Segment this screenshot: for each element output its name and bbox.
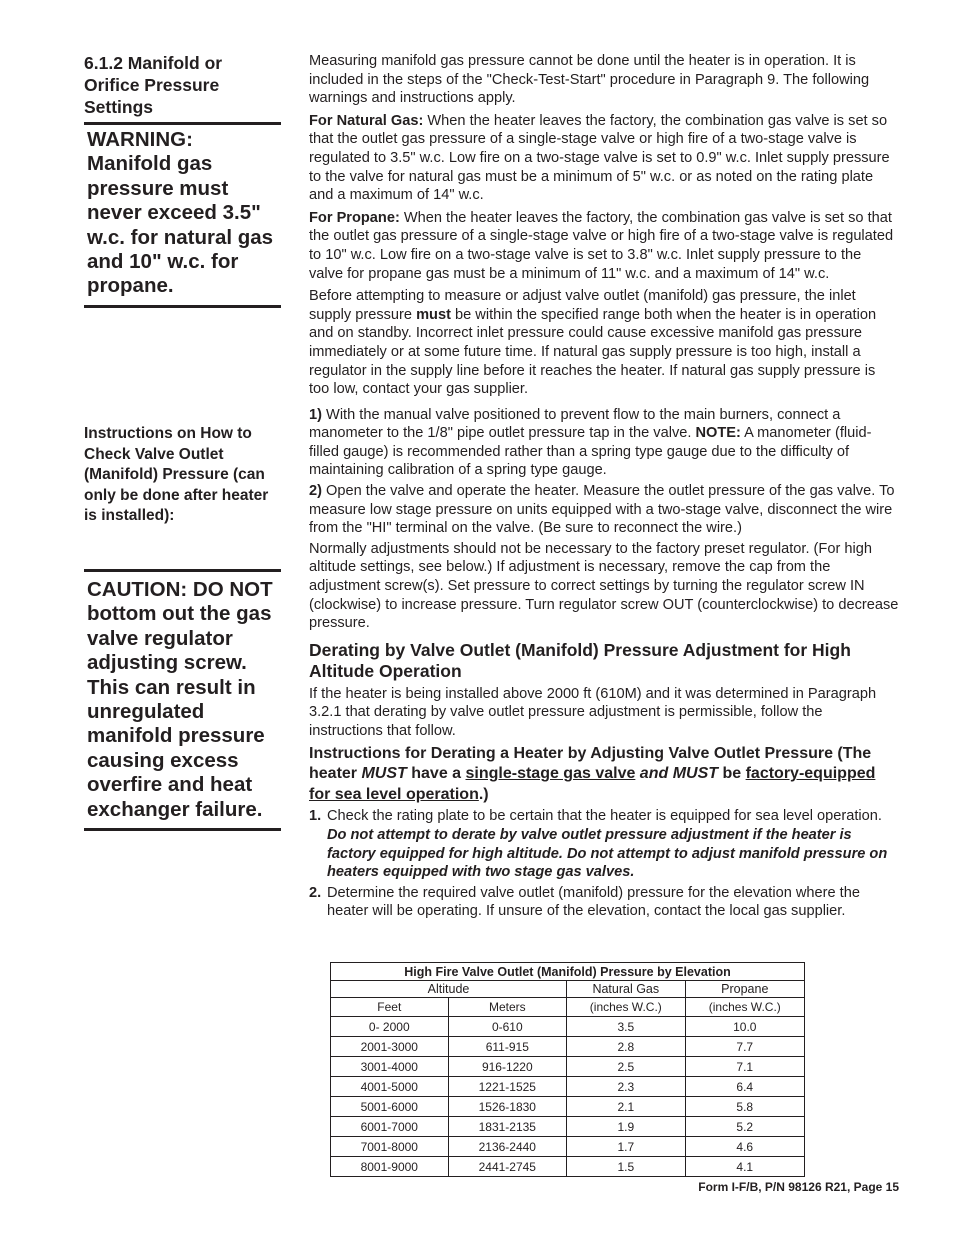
table-cell: 1526-1830 [448, 1097, 567, 1117]
step-1-text-b: A manometer (fluid-filled gauge) is recommended rather than a spring type gauge due to the difficulty of maintaining calibration of a spring type gauge. [309, 425, 872, 479]
divider [84, 305, 281, 308]
table-cell: 3.5 [567, 1017, 686, 1037]
meters-header: Meters [448, 998, 567, 1017]
table-cell: 1.5 [567, 1157, 686, 1177]
table-cell: 2.5 [567, 1057, 686, 1077]
table-row [331, 1017, 805, 1037]
table-cell: 5001-6000 [331, 1097, 449, 1117]
caution-section [84, 569, 281, 831]
table-row [331, 1097, 805, 1117]
caution-box: CAUTION: DO NOT bottom out the gas valve regulator adjusting screw. This can result in unregulated manifold pressure causing excess overfire and heat exchanger failure. [87, 578, 273, 821]
table-cell: 5.2 [685, 1117, 804, 1137]
step-1-note-label: NOTE: [695, 425, 741, 442]
page-footer: Form I-F/B, P/N 98126 R21, Page 15 [698, 1180, 899, 1194]
step-1-text-a: With the manual valve positioned to prevent flow to the main burners, connect a manometer to the 1/8" pipe outlet pressure tap in the valve. [309, 406, 841, 442]
table-cell: 2001-3000 [331, 1037, 449, 1057]
item-1-emphasis: Do not attempt to derate by valve outlet pressure adjustment if the heater is factory equipped for high altitude. Do not attempt to adjust manifold pressure on heaters equipped with two stage gas valves. [327, 826, 888, 881]
table-cell: 0- 2000 [331, 1017, 449, 1037]
propane-text: When the heater leaves the factory, the combination gas valve is set so that the outlet gas pressure of a single-stage valve or high fire of a two-stage valve is regulated to 10" w.c. Low fire on a two-stage valve is set to 3.8" w.c. Inlet supply pressure to the valve for propane gas must be a minimum of 11" w.c. and a maximum of 14" w.c. [309, 209, 894, 282]
table-cell: 1.9 [567, 1117, 686, 1137]
altitude-header: Altitude [331, 981, 567, 998]
table-row [331, 1157, 805, 1177]
intro-paragraph: Measuring manifold gas pressure cannot be done until the heater is in operation. It is included in the steps of the "Check-Test-Start" procedure in Paragraph 9. The following warnings and instructions apply. [309, 53, 870, 107]
heading-part: .) [478, 785, 489, 803]
feet-header: Feet [331, 998, 449, 1017]
heading-factory-equipped: factory-equipped for sea level operation [309, 765, 876, 803]
heading-part: be [718, 765, 746, 783]
natural-gas-label: For Natural Gas: [309, 112, 424, 129]
divider [84, 828, 281, 831]
table-cell: 2.8 [567, 1037, 686, 1057]
table-cell: 0-610 [448, 1017, 567, 1037]
natural-gas-header: Natural Gas [567, 981, 686, 998]
derating-paragraph: If the heater is being installed above 2000 ft (610M) and it was determined in Paragraph 3.2.1 that derating by valve outlet pressure adjustment is permissible, follow the instructions that follow. [309, 685, 877, 739]
instructions-title: Instructions on How to Check Valve Outlet (Manifold) Pressure (can only be done after heater is installed): [84, 425, 269, 525]
inlet-pressure-paragraph [309, 287, 899, 399]
inlet-must: must [416, 306, 451, 323]
table-row [331, 1037, 805, 1057]
left-sidebar [84, 52, 281, 308]
list-item-2 [309, 884, 899, 921]
propane-header: Propane [685, 981, 804, 998]
natural-units-header: (inches W.C.) [567, 998, 686, 1017]
natural-gas-paragraph [309, 112, 899, 205]
heading-single-stage: single-stage gas valve [465, 765, 636, 783]
table-body [331, 1017, 805, 1177]
table-cell: 8001-9000 [331, 1157, 449, 1177]
inlet-text-a: Before attempting to measure or adjust valve outlet (manifold) gas pressure, the inlet supply pressure [309, 288, 856, 323]
step-1-number: 1) [309, 406, 322, 423]
item-1-text: Check the rating plate to be certain that the heater is equipped for sea level operation. [327, 808, 882, 825]
table-cell: 6001-7000 [331, 1117, 449, 1137]
heading-and-must: and MUST [635, 765, 719, 783]
item-2-text: Determine the required valve outlet (manifold) pressure for the elevation where the heater will be operating. If unsure of the elevation, contact the local gas supplier. [327, 884, 860, 920]
table-cell: 7001-8000 [331, 1137, 449, 1157]
table-cell: 1.7 [567, 1137, 686, 1157]
elevation-pressure-table [330, 962, 805, 1177]
heading-part: Instructions for Derating a Heater by Adjusting Valve Outlet Pressure (The heater [309, 744, 872, 783]
table-cell: 6.4 [685, 1077, 804, 1097]
heading-must: MUST [361, 765, 407, 783]
table-cell: 4.6 [685, 1137, 804, 1157]
list-number: 2. [309, 884, 322, 901]
table-caption: High Fire Valve Outlet (Manifold) Pressure by Elevation [331, 963, 805, 981]
list-number: 1. [309, 808, 322, 825]
natural-gas-text: When the heater leaves the factory, the combination gas valve is set so that the outlet gas pressure of a single-stage valve or high fire of a two-stage valve is regulated to 3.5" w.c. Low fire on a two-stage valve is set to 0.9" w.c. Inlet supply pressure to the valve for natural gas must be a minimum of 5" w.c. or as noted on the rating plate and a maximum of 14" w.c. [309, 112, 890, 204]
table-row [331, 1137, 805, 1157]
table-cell: 7.7 [685, 1037, 804, 1057]
step-2 [309, 482, 899, 538]
propane-units-header: (inches W.C.) [685, 998, 804, 1017]
adjustment-paragraph: Normally adjustments should not be necessary to the factory preset regulator. (For high altitude settings, see below.) If adjustment is necessary, remove the cap from the adjustment screw(s). Set pressure to correct settings by turning the regulator screw IN (clockwise) to increase pressure. Turn regulator screw OUT (counterclockwise) to decrease pressure. [309, 540, 899, 632]
table-cell: 4.1 [685, 1157, 804, 1177]
derating-instructions-heading [309, 744, 899, 806]
table-cell: 10.0 [685, 1017, 804, 1037]
heading-part: have a [406, 765, 466, 783]
table-cell: 2.3 [567, 1077, 686, 1097]
step-1 [309, 406, 899, 480]
table-cell: 2441-2745 [448, 1157, 567, 1177]
step-2-number: 2) [309, 483, 322, 500]
table-row [331, 1077, 805, 1097]
derating-heading: Derating by Valve Outlet (Manifold) Pressure Adjustment for High Altitude Operation [309, 639, 851, 681]
table-cell: 2.1 [567, 1097, 686, 1117]
propane-label: For Propane: [309, 209, 400, 226]
table-row [331, 1057, 805, 1077]
table-cell: 1221-1525 [448, 1077, 567, 1097]
table-cell: 611-915 [448, 1037, 567, 1057]
table-cell: 2136-2440 [448, 1137, 567, 1157]
table-cell: 5.8 [685, 1097, 804, 1117]
table-row [331, 1117, 805, 1137]
table-cell: 916-1220 [448, 1057, 567, 1077]
table-cell: 3001-4000 [331, 1057, 449, 1077]
inlet-text-b: be within the specified range both when the heater is in operation and on standby. Incorrect inlet pressure could cause excessive manifold gas pressure immediately or at some future time. If natural gas supply pressure is too high, install a regulator in the supply line before it reaches the heater. If natural gas supply pressure is too low, contact your gas supplier. [309, 306, 877, 398]
list-item-1 [309, 807, 899, 881]
section-title: 6.1.2 Manifold or Orifice Pressure Settings [84, 53, 223, 117]
table-cell: 7.1 [685, 1057, 804, 1077]
warning-box: WARNING: Manifold gas pressure must never exceed 3.5" w.c. for natural gas and 10" w.c. for propane. [87, 128, 274, 298]
main-body [309, 52, 899, 921]
propane-paragraph [309, 209, 899, 283]
table-cell: 4001-5000 [331, 1077, 449, 1097]
table-cell: 1831-2135 [448, 1117, 567, 1137]
step-2-text: Open the valve and operate the heater. Measure the outlet pressure of the gas valve. To measure low stage pressure on units equipped with a two-stage valve, disconnect the wire from the "HI" terminal on the valve. (Be sure to reconnect the wire.) [309, 483, 895, 537]
